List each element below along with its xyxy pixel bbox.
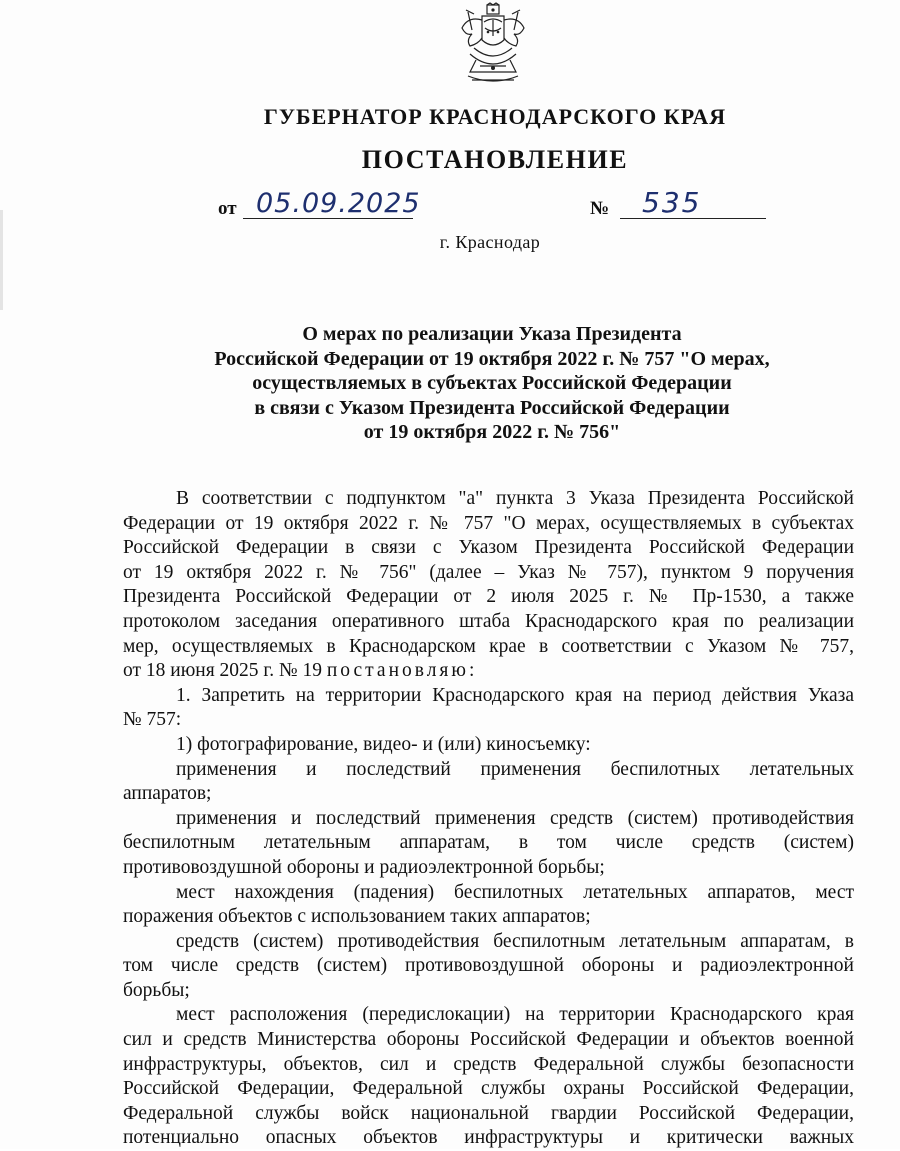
scan-edge-mark <box>0 210 3 310</box>
title-line: в связи с Указом Президента Российской Федерации <box>254 396 730 419</box>
number-label: № <box>590 198 610 219</box>
body-line-decree <box>123 659 854 684</box>
body-line: сил и средств Министерства обороны Российской Федерации и объектов военной <box>123 1029 854 1051</box>
handwritten-date: 05.09.2025 <box>256 188 421 219</box>
city-line: г. Краснодар <box>439 232 541 252</box>
body-line: средств (систем) противодействия беспилотным летательным аппаратам, в <box>176 930 854 952</box>
title-line: осуществляемых в субъектах Российской Федерации <box>252 372 732 394</box>
body-line: 1) фотографирование, видео- и (или) киносъемку: <box>176 733 591 755</box>
document-type-heading: ПОСТАНОВЛЕНИЕ <box>361 145 629 174</box>
body-line: потенциально опасных объектов инфраструктуры и критически важных <box>123 1127 854 1149</box>
body-line: Федеральной службы войск национальной гвардии Российской Федерации, <box>123 1102 854 1124</box>
body-line: применения и последствий применения беспилотных летательных <box>176 758 854 780</box>
body-line: мест расположения (передислокации) на территории Краснодарского края <box>176 1004 854 1026</box>
body-line: № 757: <box>123 709 182 731</box>
body-line: инфраструктуры, объектов, сил и средств Федеральной службы безопасности <box>123 1053 854 1075</box>
body-line: мест нахождения (падения) беспилотных летательных аппаратов, мест <box>176 881 854 903</box>
body-line: Российской Федерации, Федеральной службы охраны Российской Федерации, <box>123 1078 854 1100</box>
body-line: противовоздушной обороны и радиоэлектронной борьбы; <box>123 856 605 878</box>
coat-of-arms-icon <box>454 2 532 88</box>
body-line: том числе средств (систем) противовоздушной обороны и радиоэлектронной <box>123 955 854 977</box>
decree-word: постановляю: <box>326 660 478 682</box>
body-line: Федерации от 19 октября 2022 г. № 757 "О мерах, осуществляемых в субъектах <box>123 512 854 534</box>
document-title <box>170 322 814 445</box>
body-line-text: от 18 июня 2025 г. № 19 <box>123 660 322 682</box>
date-label: от <box>218 198 237 219</box>
body-line: 1. Запретить на территории Краснодарского края на период действия Указа <box>176 684 854 706</box>
handwritten-number: 535 <box>642 186 702 219</box>
body-line: борьбы; <box>123 979 190 1001</box>
body-line: от 19 октября 2022 г. № 756" (далее – Указ № 757), пунктом 9 поручения <box>123 561 854 583</box>
title-line: от 19 октября 2022 г. № 756" <box>363 421 621 443</box>
body-line: мер, осуществляемых в Краснодарском крае в соответствии с Указом № 757, <box>123 635 854 657</box>
document-body <box>123 487 854 1151</box>
body-line: Российской Федерации в связи с Указом Президента Российской Федерации <box>123 537 854 559</box>
body-line: беспилотным летательным аппаратам, в том числе средств (систем) <box>123 832 854 854</box>
title-line: Российской Федерации от 19 октября 2022 г. № 757 "О мерах, <box>214 347 770 370</box>
body-line: аппаратов; <box>123 783 212 805</box>
body-line: применения и последствий применения средств (систем) противодействия <box>176 807 854 829</box>
body-line: Президента Российской Федерации от 2 июля 2025 г. № Пр-1530, а также <box>123 586 854 608</box>
title-line: О мерах по реализации Указа Президента <box>302 323 682 345</box>
issuer-heading: ГУБЕРНАТОР КРАСНОДАРСКОГО КРАЯ <box>263 104 727 129</box>
body-line: поражения объектов с использованием таких аппаратов; <box>123 906 591 928</box>
body-line: протоколом заседания оперативного штаба Краснодарского края по реализации <box>123 610 854 632</box>
body-line: В соответствии с подпунктом "а" пункта 3 Указа Президента Российской <box>176 488 854 509</box>
